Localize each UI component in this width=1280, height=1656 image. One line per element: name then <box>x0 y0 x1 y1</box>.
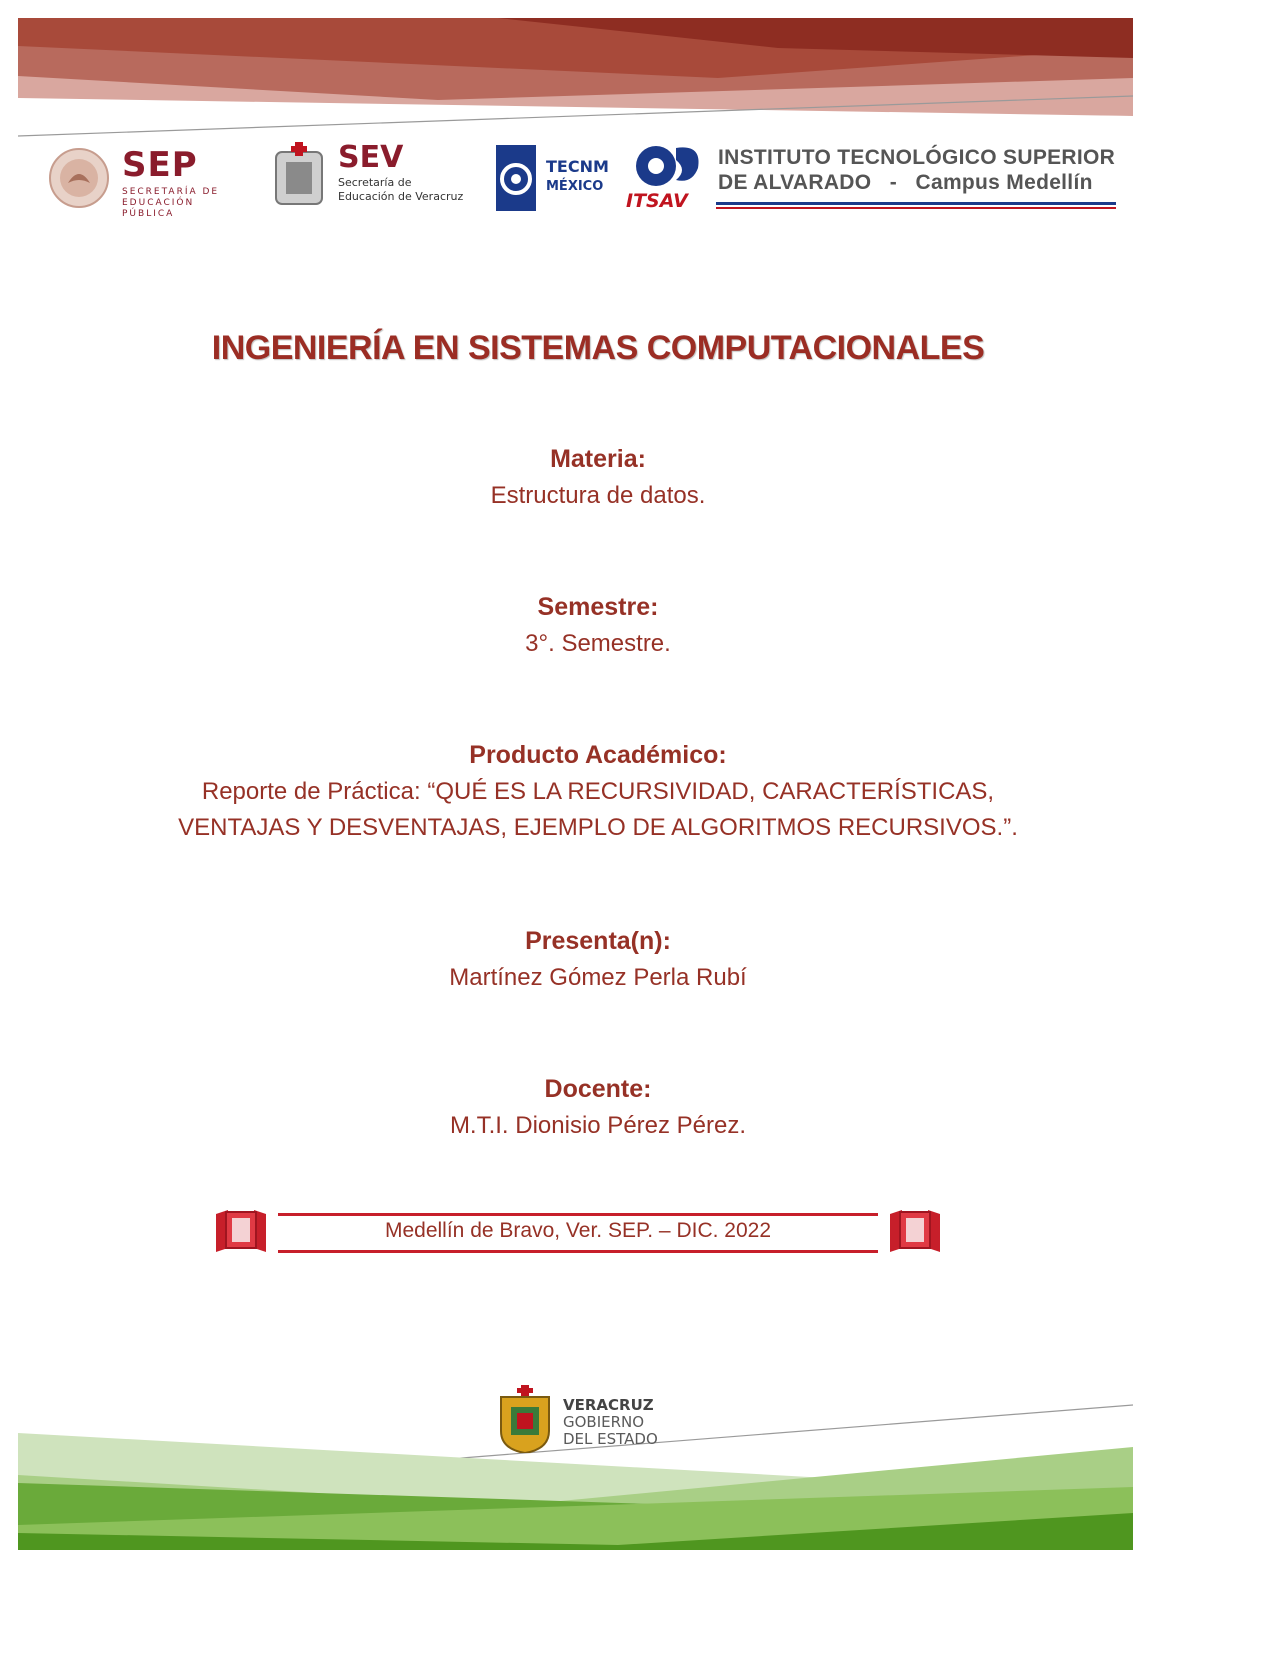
materia-value: Estructura de datos. <box>490 482 706 509</box>
sep-subtitle-2: EDUCACIÓN PÚBLICA <box>122 198 195 219</box>
itsav-wordmark: ITSAV <box>626 190 688 212</box>
sep-subtitle-1: SECRETARÍA DE <box>122 187 220 197</box>
veracruz-gobierno-logo <box>497 1385 677 1455</box>
tecnm-logo <box>492 143 607 213</box>
itsav-logo <box>626 140 706 215</box>
sep-logo <box>48 145 248 219</box>
producto-value-2: VENTAJAS Y DESVENTAJAS, EJEMPLO DE ALGORITMOS RECURSIVOS.”. <box>178 814 1018 841</box>
veracruz-shield-icon <box>270 142 328 212</box>
sep-wordmark: SEP <box>122 145 198 185</box>
section-docente <box>0 1070 1196 1144</box>
materia-label: Materia: <box>550 445 646 473</box>
producto-value-1: Reporte de Práctica: “QUÉ ES LA RECURSIVIDAD, CARACTERÍSTICAS, <box>201 778 995 805</box>
institute-rule-blue <box>716 202 1116 205</box>
presenta-value: Martínez Gómez Perla Rubí <box>449 964 747 991</box>
footer-rule-top <box>278 1213 878 1216</box>
section-semestre <box>0 588 1196 662</box>
institute-name-1: INSTITUTO TECNOLÓGICO SUPERIOR <box>718 146 1116 169</box>
page-title: INGENIERÍA EN SISTEMAS COMPUTACIONALES <box>211 329 985 367</box>
veracruz-line1: VERACRUZ <box>563 1396 654 1414</box>
ribbon-left-icon <box>216 1210 266 1252</box>
docente-value: M.T.I. Dionisio Pérez Pérez. <box>449 1112 747 1139</box>
producto-label: Producto Académico: <box>469 741 727 769</box>
veracruz-line3: DEL ESTADO <box>563 1430 658 1448</box>
section-producto <box>0 736 1196 846</box>
docente-label: Docente: <box>544 1075 652 1103</box>
semestre-value: 3°. Semestre. <box>525 630 671 657</box>
tecnm-gear-icon <box>492 143 540 213</box>
semestre-label: Semestre: <box>537 593 659 621</box>
footer-place-date: Medellín de Bravo, Ver. SEP. – DIC. 2022 <box>384 1219 771 1242</box>
top-banner <box>18 18 1133 138</box>
ribbon-right-icon <box>890 1210 940 1252</box>
tecnm-wordmark: TECNM <box>546 157 609 176</box>
tecnm-country: MÉXICO <box>546 179 604 194</box>
section-materia <box>0 440 1196 514</box>
sev-subtitle-2: Educación de Veracruz <box>338 190 464 203</box>
section-presenta <box>0 922 1196 996</box>
sev-subtitle-1: Secretaría de <box>338 176 412 189</box>
institute-rule-red <box>716 207 1116 209</box>
footer-rule-bottom <box>278 1250 878 1253</box>
veracruz-line2: GOBIERNO <box>563 1413 645 1431</box>
institute-name-2: DE ALVARADO - Campus Medellín <box>718 171 1093 194</box>
veracruz-coat-of-arms-icon <box>497 1385 553 1453</box>
sev-wordmark: SEV <box>338 140 404 175</box>
itsav-gear-icon <box>632 140 706 190</box>
mexico-seal-icon <box>48 147 110 209</box>
sev-logo <box>270 140 470 215</box>
presenta-label: Presenta(n): <box>525 927 671 955</box>
